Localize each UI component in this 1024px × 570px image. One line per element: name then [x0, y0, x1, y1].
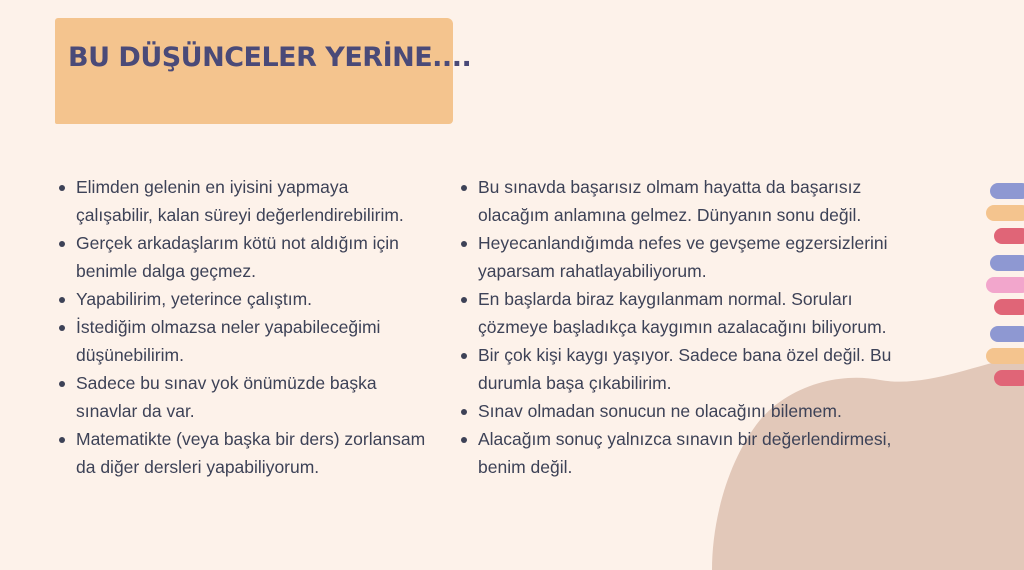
brush-stroke-yellow [986, 205, 1024, 221]
brush-stroke-blue [990, 255, 1024, 271]
brush-stroke-red [994, 370, 1024, 386]
list-item: Alacağım sonuç yalnızca sınavın bir değerlendirmesi, benim değil. [460, 425, 910, 481]
list-item: Bu sınavda başarısız olmam hayatta da başarısız olacağım anlamına gelmez. Dünyanın sonu değil. [460, 173, 910, 229]
decorative-brush-strokes [984, 0, 1024, 570]
right-thought-list [460, 173, 910, 481]
list-item: Yapabilirim, yeterince çalıştım. [58, 285, 428, 313]
list-item: Gerçek arkadaşlarım kötü not aldığım için benimle dalga geçmez. [58, 229, 428, 285]
list-item: Elimden gelenin en iyisini yapmaya çalışabilir, kalan süreyi değerlendirebilirim. [58, 173, 428, 229]
list-item: En başlarda biraz kaygılanmam normal. Soruları çözmeye başladıkça kaygımın azalacağını biliyorum. [460, 285, 910, 341]
list-item: İstediğim olmazsa neler yapabileceğimi düşünebilirim. [58, 313, 428, 369]
list-item: Heyecanlandığımda nefes ve gevşeme egzersizlerini yaparsam rahatlayabiliyorum. [460, 229, 910, 285]
brush-stroke-blue [990, 326, 1024, 342]
left-thought-list [58, 173, 428, 481]
list-item: Sınav olmadan sonucun ne olacağını bilemem. [460, 397, 910, 425]
page-title: BU DÜŞÜNCELER YERİNE.... [68, 42, 472, 73]
brush-stroke-yellow [986, 348, 1024, 364]
brush-stroke-red [994, 228, 1024, 244]
list-item: Sadece bu sınav yok önümüzde başka sınavlar da var. [58, 369, 428, 425]
brush-stroke-pink [986, 277, 1024, 293]
brush-stroke-blue [990, 183, 1024, 199]
list-item: Matematikte (veya başka bir ders) zorlansam da diğer dersleri yapabiliyorum. [58, 425, 428, 481]
list-item: Bir çok kişi kaygı yaşıyor. Sadece bana özel değil. Bu durumla başa çıkabilirim. [460, 341, 910, 397]
brush-stroke-red [994, 299, 1024, 315]
